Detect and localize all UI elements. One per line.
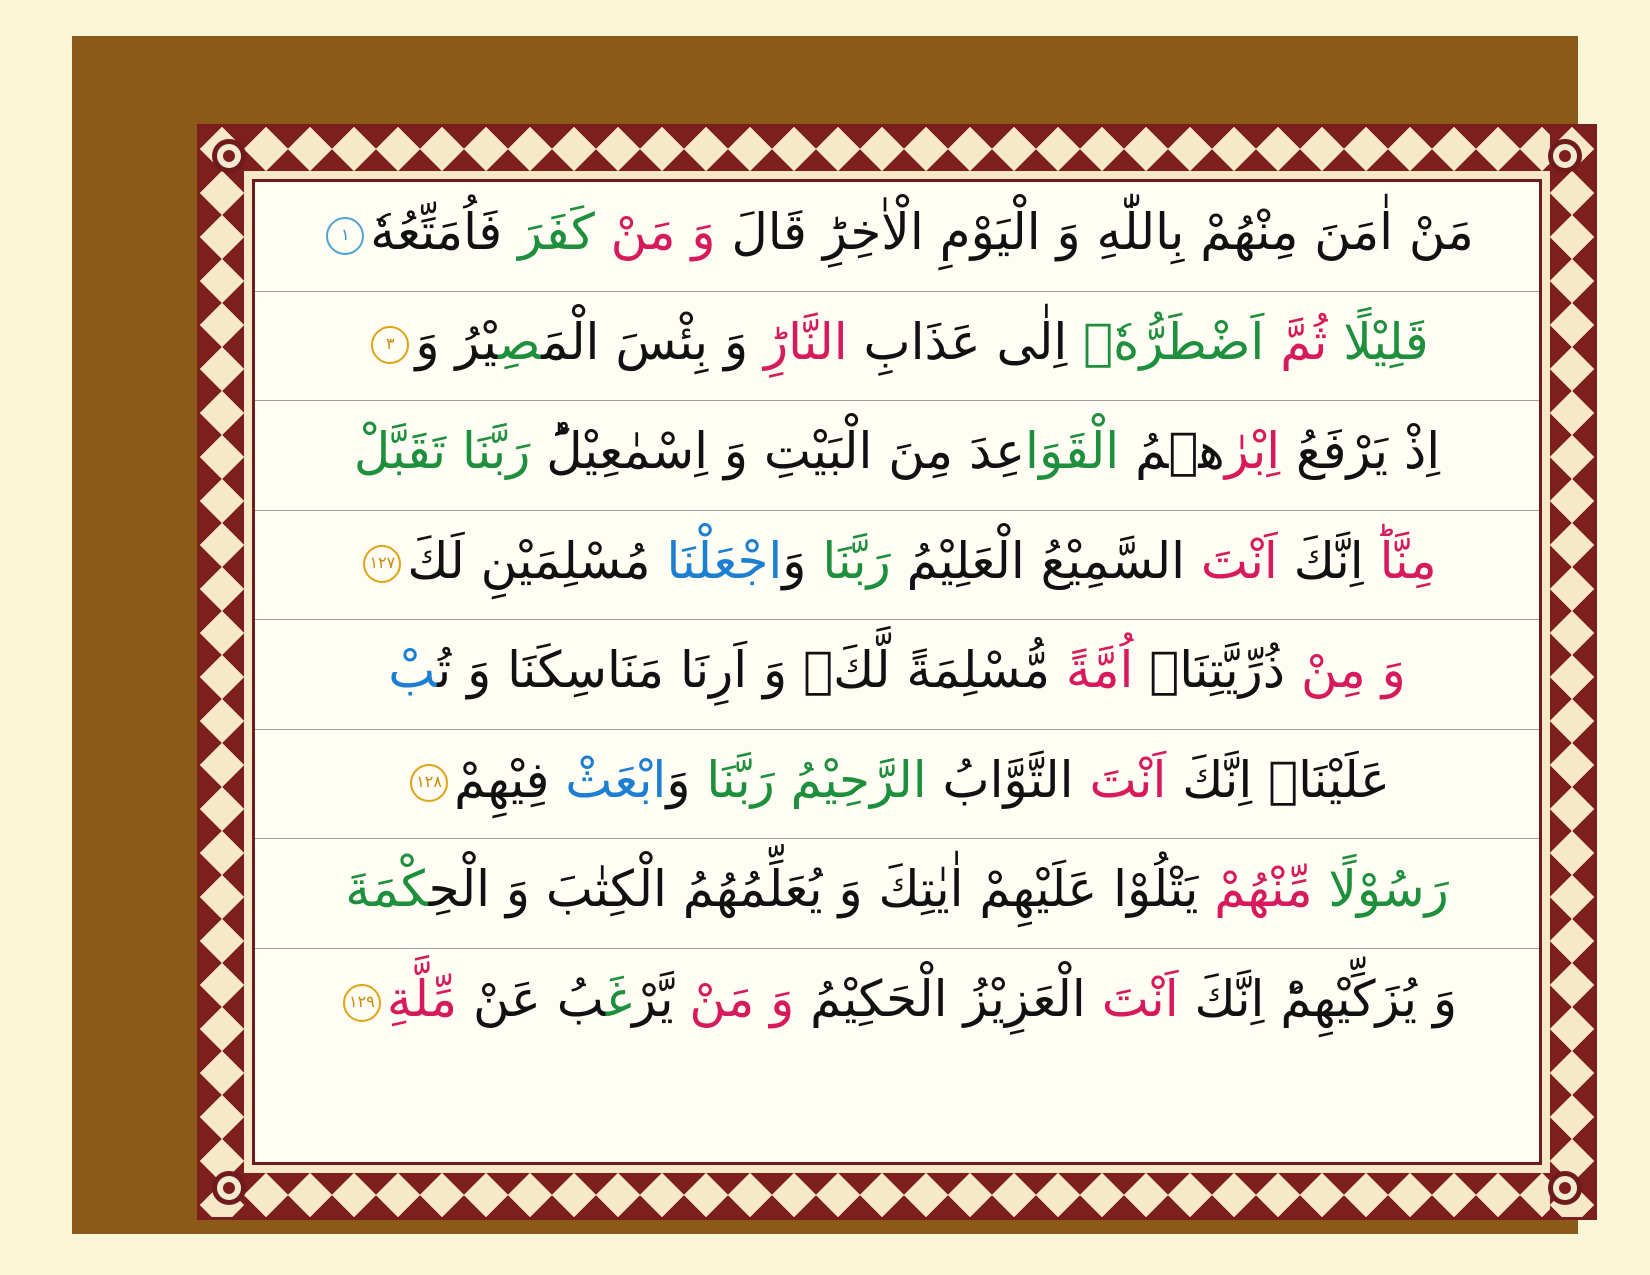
chevron-border-left (200, 127, 244, 1217)
quran-segment: اجْعَلْنَا (666, 531, 783, 590)
quran-segment: رَسُوْلًا (1328, 860, 1449, 918)
quran-segment: مُسْلِمَيْنِ لَكَ (407, 531, 667, 590)
quran-segment: الْعَزِيْزُ الْحَكِيْمُ (810, 970, 1102, 1028)
quran-text-panel (252, 179, 1542, 1165)
quran-segment: رَبَّنَا (706, 750, 791, 809)
quran-segment: ۪ وَ اَرِنَا مَنَاسِكَنَا وَ تُ (437, 641, 804, 699)
quran-segment: هٖمُ (1135, 422, 1225, 480)
quran-line-text (404, 750, 1390, 809)
quran-segment: اِبْرٰ (1224, 422, 1297, 480)
quran-segment: اِذْ يَرْفَعُ (1296, 422, 1441, 480)
quran-segment: ؕ رَبَّنَا (461, 422, 547, 480)
ornamental-border-plate (197, 124, 1597, 1220)
quran-segment: السَّمِيْعُ الْعَلِيْمُ (906, 531, 1201, 590)
corner-medallion-top-left (212, 139, 246, 173)
quran-segment: النَّارِ (764, 312, 864, 371)
quran-segment: اَنْتَ (1089, 750, 1183, 809)
quran-segment: مِّلَّةِ (386, 970, 473, 1028)
quran-segment: كَفَرَ (518, 203, 611, 261)
quran-segment: مُّسْلِمَةً لَّكَ (803, 641, 1066, 699)
quran-segment: فِيْهِمْ (454, 750, 566, 809)
quran-segment: التَّوَّابُ (942, 750, 1090, 809)
quran-segment: اِلٰى عَذَابِ (863, 312, 1084, 371)
quran-segment: ذُرِّيَّتِنَاۤ (1149, 641, 1301, 699)
quran-segment: وَ (782, 531, 823, 590)
quran-segment: تَقَبَّلْ (353, 422, 462, 480)
quran-segment: ؕ اِنَّكَ (1194, 970, 1281, 1028)
quran-line (255, 949, 1539, 1059)
quran-segment: بُ عَنْ (472, 970, 606, 1028)
quran-segment: كْمَةَ (345, 860, 429, 918)
corner-medallion-bottom-left (212, 1171, 246, 1205)
quran-line (255, 292, 1539, 402)
quran-segment: اَنْتَ (1200, 531, 1294, 590)
quran-segment: وَ (415, 312, 456, 371)
quran-segment: الْقَوَا (1025, 422, 1136, 480)
quran-segment: اُمَّةً (1065, 641, 1150, 699)
quran-segment: فَاُمَتِّعُهٗ (370, 203, 519, 261)
quran-line (255, 839, 1539, 949)
quran-segment: عِدَ مِنَ الْبَيْتِ وَ اِسْمٰعِيْلُ (546, 422, 1026, 480)
quran-segment: ؕ وَ بِئْسَ الْمَ (541, 312, 765, 371)
quran-segment: بْ (388, 641, 438, 699)
chevron-border-top (200, 127, 1594, 171)
aya-number-marker: ١٢٧ (363, 545, 401, 583)
quran-segment: يَّرْ (631, 970, 690, 1028)
corner-medallion-bottom-right (1548, 1171, 1582, 1205)
quran-segment: ثُمَّ (1280, 312, 1344, 371)
quran-line (255, 401, 1539, 511)
quran-line-text (388, 641, 1406, 699)
quran-segment: الرَّحِيْمُ (790, 750, 943, 809)
quran-segment: قَلِيْلًا (1343, 312, 1429, 371)
quran-segment: رَبَّنَا (822, 531, 907, 590)
aya-number-marker: ٣ (371, 326, 409, 364)
quran-segment: عَلَيْنَا (1268, 750, 1390, 809)
quran-segment: ۚ اِنَّكَ (1182, 750, 1269, 809)
quran-segment: ؕ اِنَّكَ (1293, 531, 1380, 590)
aya-number-marker: ١٢٩ (343, 984, 381, 1022)
quran-segment: اَنْتَ (1101, 970, 1195, 1028)
quran-line (255, 182, 1539, 292)
quran-segment: مِنَّا (1379, 531, 1437, 590)
quran-segment: وَ مَنْ (610, 203, 732, 261)
chevron-border-right (1550, 127, 1594, 1217)
quran-line-text (345, 860, 1449, 918)
quran-segment: وَ (666, 750, 707, 809)
outer-brown-frame (72, 36, 1578, 1234)
quran-segment: يَتْلُوْا عَلَيْهِمْ اٰيٰتِكَ وَ يُعَلِّمُهُمُ الْكِتٰبَ وَ الْحِ (428, 860, 1215, 918)
aya-number-marker: ١ (326, 217, 364, 255)
quran-segment: مِّنْهُمْ (1214, 860, 1329, 918)
quran-segment: ؕ قَالَ (731, 203, 823, 261)
quran-line-text (337, 970, 1458, 1028)
quran-line-text (353, 422, 1441, 480)
quran-segment: يْرُ (455, 312, 499, 371)
quran-segment: وَ مَنْ (689, 970, 811, 1028)
quran-segment: اَضْطَرُّهٗۤ (1083, 312, 1281, 371)
quran-segment: ابْعَثْ (565, 750, 667, 809)
quran-segment: بِاللّٰهِ وَ الْيَوْمِ الْاٰخِرِ (822, 203, 1201, 261)
quran-line (255, 511, 1539, 621)
quran-line (255, 730, 1539, 840)
chevron-border-bottom (200, 1173, 1594, 1217)
quran-line-text (320, 203, 1474, 261)
quran-segment: مَنْ اٰمَنَ مِنْهُمْ (1200, 203, 1474, 261)
quran-line-text (365, 312, 1429, 371)
corner-medallion-top-right (1548, 139, 1582, 173)
quran-line (255, 620, 1539, 730)
quran-segment: غَ (605, 970, 632, 1028)
quran-segment: وَ يُزَكِّيْهِمْ (1280, 970, 1458, 1028)
quran-line-text (357, 531, 1437, 590)
quran-segment: صِ (498, 312, 542, 371)
quran-segment: وَ مِنْ (1300, 641, 1406, 699)
aya-number-marker: ١٢٨ (410, 764, 448, 802)
